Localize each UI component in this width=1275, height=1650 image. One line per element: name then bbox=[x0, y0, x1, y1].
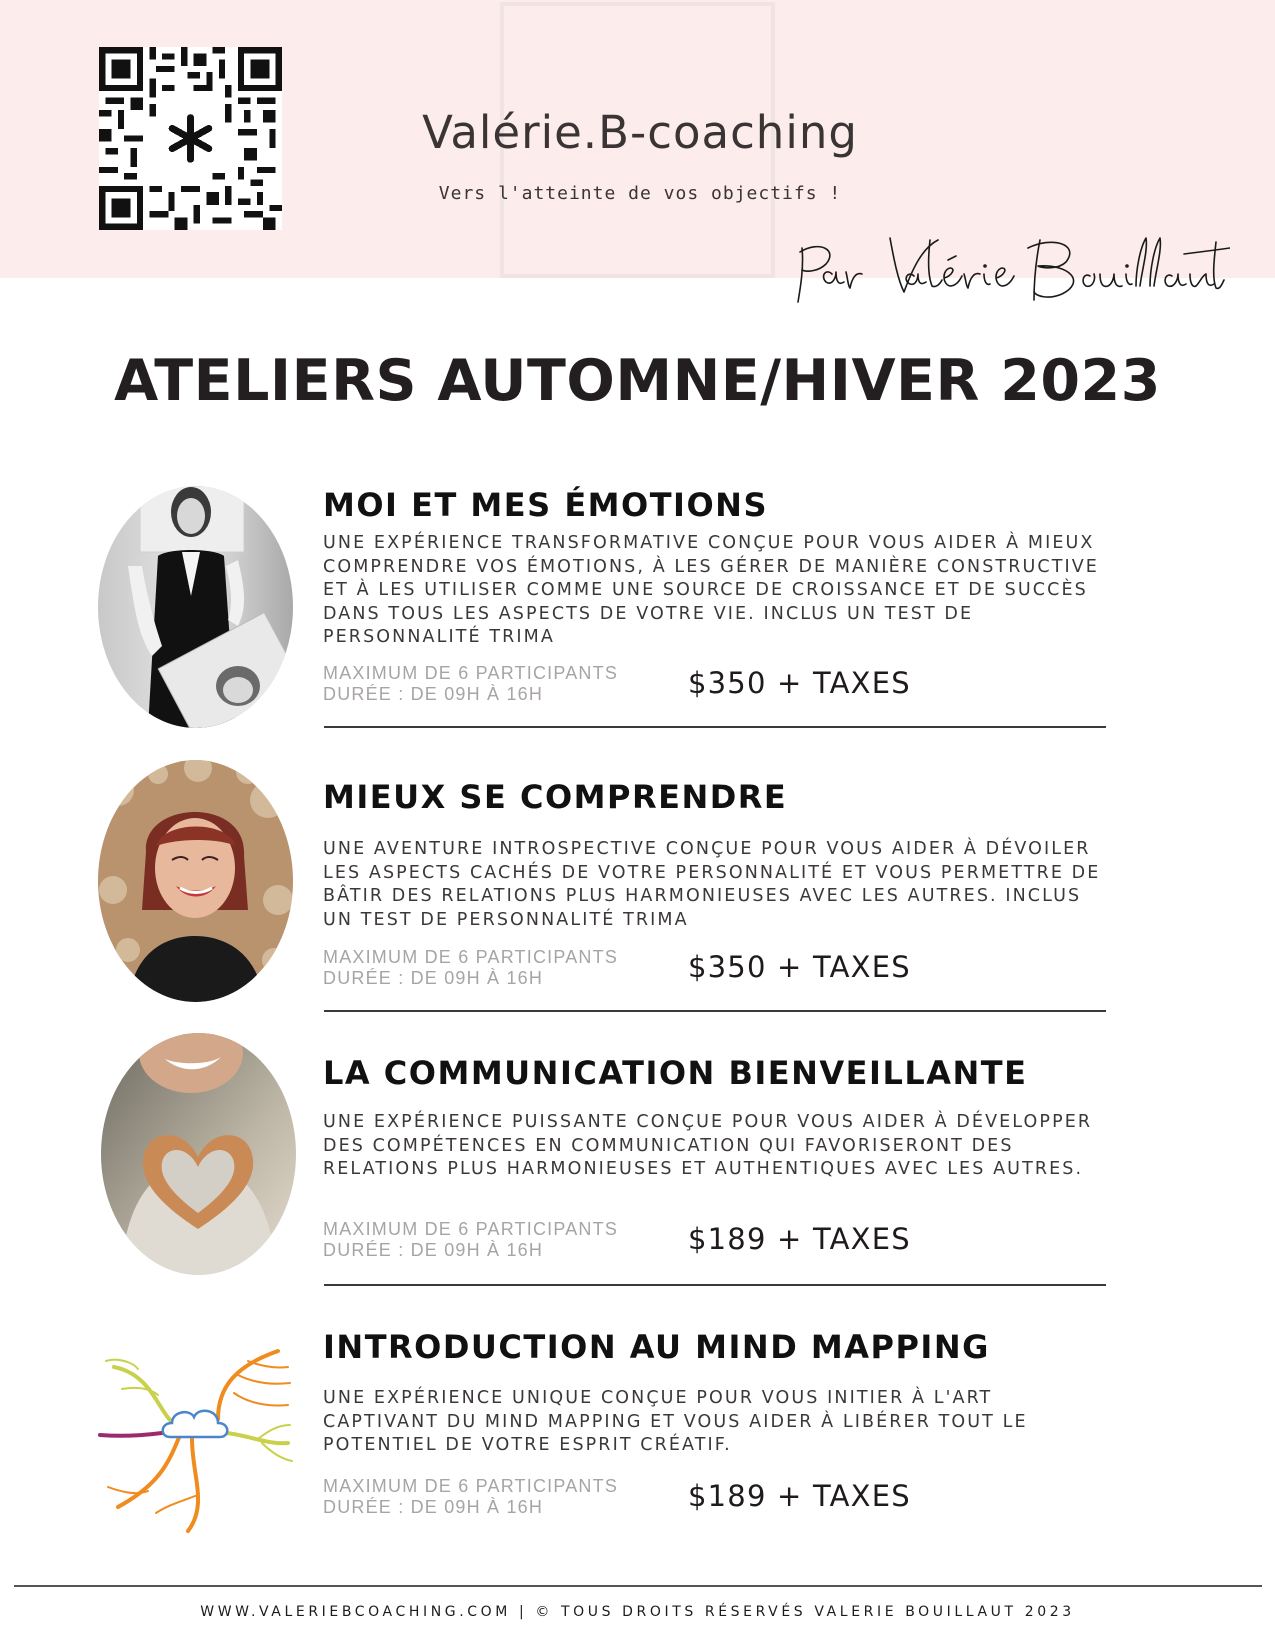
workshop-4-description: UNE EXPÉRIENCE UNIQUE CONÇUE POUR VOUS INITIER À L'ART CAPTIVANT DU MIND MAPPING ET VOUS AIDER À LIBÉRER TOUT LE POTENTIEL DE VOTRE ESPRIT CRÉATIF. bbox=[323, 1388, 1028, 1455]
workshop-1-meta bbox=[323, 663, 618, 705]
workshop-1-description: UNE EXPÉRIENCE TRANSFORMATIVE CONÇUE POUR VOUS AIDER À MIEUX COMPRENDRE VOS ÉMOTIONS, À LES GÉRER DE MANIÈRE CONSTRUCTIVE ET À LES UTILISER COMME UNE SOURCE DE CROISSANCE ET DE SUCCÈS DANS TOUS LES ASPECTS DE VOTRE VIE. INCLUS UN TEST DE PERSONNALITÉ TRIMA bbox=[323, 533, 1099, 647]
workshop-4-price: $189 + TAXES bbox=[688, 1479, 911, 1513]
workshop-4-duration: DURÉE : DE 09H À 16H bbox=[323, 1497, 544, 1517]
workshop-3-description: UNE EXPÉRIENCE PUISSANTE CONÇUE POUR VOUS AIDER À DÉVELOPPER DES COMPÉTENCES EN COMMUNICATION QUI FAVORISERONT DES RELATIONS PLUS HARMONIEUSES ET AUTHENTIQUES AVEC LES AUTRES. bbox=[323, 1112, 1093, 1179]
workshop-4-participants: MAXIMUM DE 6 PARTICIPANTS bbox=[323, 1476, 619, 1496]
signature-image bbox=[790, 230, 1230, 310]
workshop-2-participants: MAXIMUM DE 6 PARTICIPANTS bbox=[323, 947, 619, 967]
workshop-3-photo bbox=[101, 1033, 296, 1275]
workshop-3-price: $189 + TAXES bbox=[688, 1222, 911, 1256]
page-title: ATELIERS AUTOMNE/HIVER 2023 bbox=[114, 348, 1161, 414]
mind-map-icon bbox=[98, 1335, 298, 1535]
workshop-2-photo bbox=[98, 760, 293, 1002]
workshop-3-title: LA COMMUNICATION BIENVEILLANTE bbox=[323, 1054, 1028, 1092]
workshop-3-meta bbox=[323, 1219, 618, 1261]
workshop-2-title: MIEUX SE COMPRENDRE bbox=[323, 778, 788, 816]
workshop-2-meta bbox=[323, 947, 618, 989]
workshop-2-description: UNE AVENTURE INTROSPECTIVE CONÇUE POUR VOUS AIDER À DÉVOILER LES ASPECTS CACHÉS DE VOTRE PERSONNALITÉ ET VOUS PERMETTRE DE BÂTIR DES RELATIONS PLUS HARMONIEUSES AVEC LES AUTRES. INCLUS UN TEST DE PERSONNALITÉ TRIMA bbox=[323, 839, 1101, 930]
workshop-1-price: $350 + TAXES bbox=[688, 666, 911, 700]
footer-text[interactable]: WWW.VALERIEBCOACHING.COM | © TOUS DROITS RÉSERVÉS VALERIE BOUILLAUT 2023 bbox=[200, 1604, 1075, 1620]
workshop-2-divider bbox=[324, 1010, 1106, 1012]
workshop-1-photo bbox=[98, 486, 293, 728]
footer-divider bbox=[14, 1585, 1262, 1587]
qr-code-icon[interactable] bbox=[99, 47, 282, 230]
workshop-1-duration: DURÉE : DE 09H À 16H bbox=[323, 684, 544, 704]
workshop-4-meta bbox=[323, 1476, 618, 1518]
workshop-1-divider bbox=[324, 726, 1106, 728]
workshop-3-divider bbox=[324, 1284, 1106, 1286]
workshop-1-participants: MAXIMUM DE 6 PARTICIPANTS bbox=[323, 663, 619, 683]
workshop-4-title: INTRODUCTION AU MIND MAPPING bbox=[323, 1328, 990, 1366]
workshop-1-title: MOI ET MES ÉMOTIONS bbox=[323, 486, 768, 524]
tagline: Vers l'atteinte de vos objectifs ! bbox=[438, 183, 842, 204]
workshop-2-duration: DURÉE : DE 09H À 16H bbox=[323, 968, 544, 988]
brand-name: Valérie.B-coaching bbox=[422, 106, 858, 159]
workshop-3-participants: MAXIMUM DE 6 PARTICIPANTS bbox=[323, 1219, 619, 1239]
workshop-3-duration: DURÉE : DE 09H À 16H bbox=[323, 1240, 544, 1260]
workshop-2-price: $350 + TAXES bbox=[688, 950, 911, 984]
